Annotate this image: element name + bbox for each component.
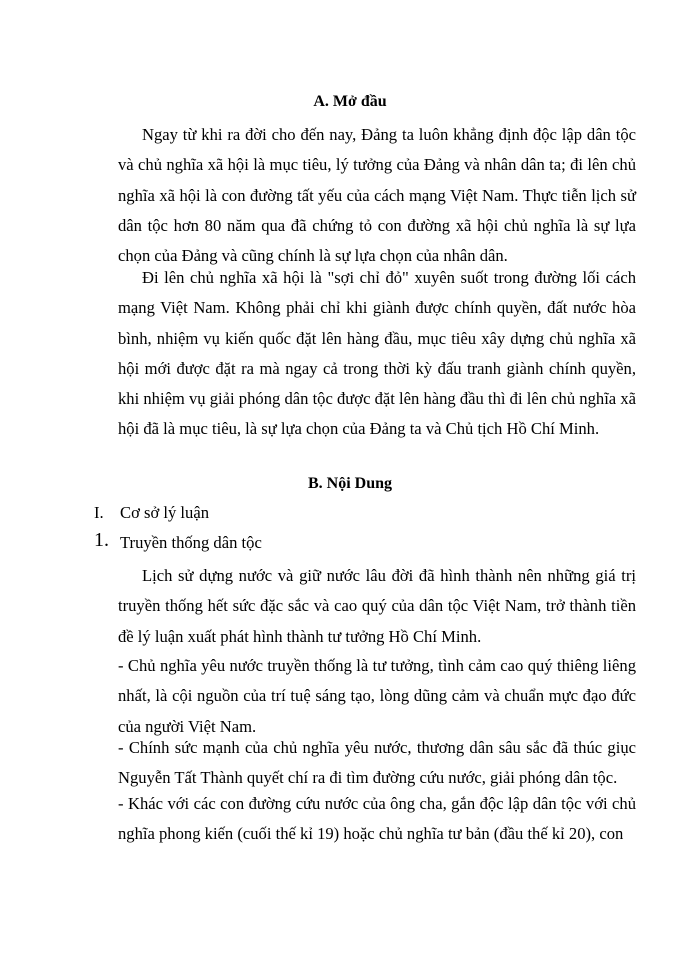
section-b-title: B. Nội Dung bbox=[307, 475, 393, 492]
section-a-title: A. Mở đầu bbox=[313, 93, 387, 110]
bullet-item-2: - Chính sức mạnh của chủ nghĩa yêu nước, thương dân sâu sắc đã thúc giục Nguyễn Tất Thành quyết chí ra đi tìm đường cứu nước, giải phóng dân tộc. bbox=[118, 738, 636, 788]
section-a-paragraph-2: Đi lên chủ nghĩa xã hội là "sợi chỉ đỏ" xuyên suốt trong đường lối cách mạng Việt Nam. Không phải chỉ khi giành được chính quyền, đất nước hòa bình, nhiệm vụ kiến quốc đặt lên hàng đầu, mục tiêu xây dựng chủ nghĩa xã hội mới được đặt ra mà ngay cả trong thời kỳ đấu tranh giành chính quyền, khi nhiệm vụ giải phóng dân tộc được đặt lên hàng đầu thì đi lên chủ nghĩa xã hội đã là mục tiêu, là sự lựa chọn của Đảng ta và Chủ tịch Hồ Chí Minh. bbox=[118, 268, 636, 439]
roman-heading-number: I. bbox=[94, 503, 104, 522]
section-a-paragraph-1: Ngay từ khi ra đời cho đến nay, Đảng ta luôn khẳng định độc lập dân tộc và chủ nghĩa xã hội là mục tiêu, lý tưởng của Đảng và nhân dân ta; đi lên chủ nghĩa xã hội là con đường tất yếu của cách mạng Việt Nam. Thực tiễn lịch sử dân tộc hơn 80 năm qua đã chứng tỏ con đường xã hội chủ nghĩa là sự lựa chọn của Đảng và cũng chính là sự lựa chọn của nhân dân. bbox=[118, 125, 636, 266]
roman-heading-text: Cơ sở lý luận bbox=[120, 503, 209, 522]
bullet-item-3: - Khác với các con đường cứu nước của ông cha, gắn độc lập dân tộc với chủ nghĩa phong kiến (cuối thế kỉ 19) hoặc chủ nghĩa tư bản (đầu thế kỉ 20), con bbox=[118, 794, 636, 844]
bullet-item-1: - Chủ nghĩa yêu nước truyền thống là tư tưởng, tình cảm cao quý thiêng liêng nhất, là cội nguồn của trí tuệ sáng tạo, lòng dũng cảm và chuẩn mực đạo đức của người Việt Nam. bbox=[118, 656, 636, 736]
section-b-intro: Lịch sử dựng nước và giữ nước lâu đời đã hình thành nên những giá trị truyền thống hết sức đặc sắc và cao quý của dân tộc Việt Nam, trở thành tiền đề lý luận xuất phát hình thành tư tưởng Hồ Chí Minh. bbox=[118, 566, 636, 646]
sub-heading-number: 1. bbox=[94, 529, 109, 551]
sub-heading-text: Truyền thống dân tộc bbox=[120, 533, 262, 552]
